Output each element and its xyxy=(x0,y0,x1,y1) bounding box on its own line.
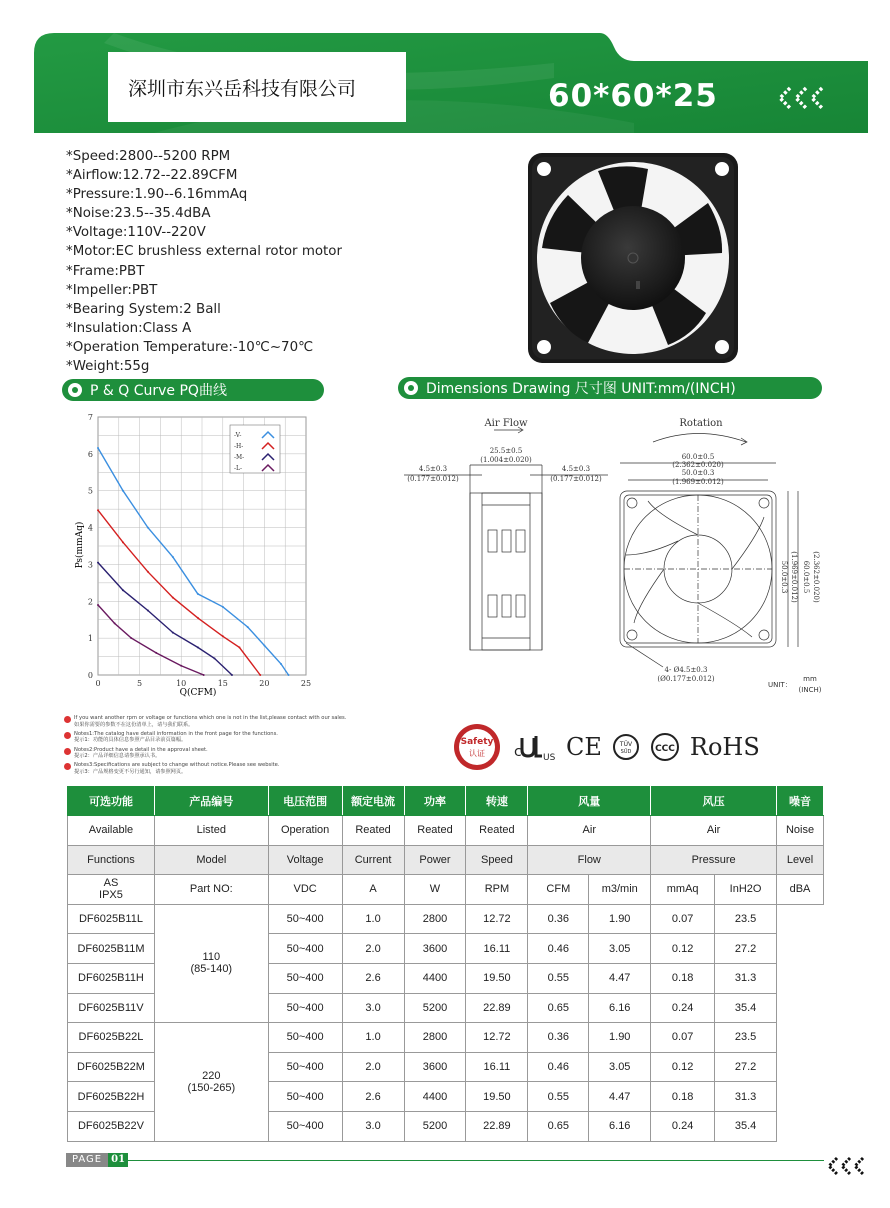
x-tick-label: 0 xyxy=(95,679,101,688)
table-cell: 4400 xyxy=(404,963,466,993)
table-cell: 2.6 xyxy=(342,963,404,993)
ul-mark-icon xyxy=(512,732,556,762)
x-tick-label: 5 xyxy=(137,679,143,688)
table-cell: 19.50 xyxy=(466,1082,528,1112)
data-point xyxy=(197,593,199,595)
table-cell: DF6025B11H xyxy=(68,963,155,993)
table-cell: 3.0 xyxy=(342,993,404,1023)
air-flow-label: Air Flow xyxy=(484,418,528,429)
data-point xyxy=(231,674,233,676)
flange-left-dim-inch: (0.177±0.012) xyxy=(407,475,459,483)
x-tick-label: 20 xyxy=(259,679,270,688)
data-point xyxy=(122,490,124,492)
table-cell: 31.3 xyxy=(715,1082,777,1112)
data-point xyxy=(130,637,132,639)
table-cell: 4400 xyxy=(404,1082,466,1112)
table-cell: W xyxy=(404,875,466,905)
table-cell: 3600 xyxy=(404,1052,466,1082)
table-cell: 1.90 xyxy=(589,1023,651,1053)
table-cell: 3.0 xyxy=(342,1111,404,1141)
ccc-mark-icon xyxy=(650,732,680,762)
chevron-left-icon xyxy=(826,1156,868,1176)
table-cell: 23.5 xyxy=(715,1023,777,1053)
unit-inch: (INCH) xyxy=(798,686,822,694)
table-header-cell: 可选功能 xyxy=(68,787,155,816)
hole-dia-dim: 4- Ø4.5±0.3 xyxy=(664,666,708,674)
table-cell: 50~400 xyxy=(268,904,342,934)
hole-dia-dim-inch: (Ø0.177±0.012) xyxy=(657,675,715,683)
y-tick-label: 2 xyxy=(87,597,93,607)
spec-item: *Noise:23.5--35.4dBA xyxy=(66,206,211,222)
table-cell: 0.12 xyxy=(651,934,715,964)
table-cell: Power xyxy=(404,845,466,875)
table-cell: 50~400 xyxy=(268,1082,342,1112)
table-cell: 12.72 xyxy=(466,904,528,934)
y-tick-label: 6 xyxy=(87,449,93,459)
svg-text:c: c xyxy=(514,744,522,760)
model-size-title: 60*60*25 xyxy=(548,78,718,114)
table-cell: DF6025B22M xyxy=(68,1052,155,1082)
unit-label: UNIT： xyxy=(768,681,792,689)
table-cell: 0.46 xyxy=(528,934,589,964)
table-cell: 31.3 xyxy=(715,963,777,993)
series-line xyxy=(98,448,289,675)
table-header-cell: 噪音 xyxy=(777,787,824,816)
table-cell: 0.36 xyxy=(528,1023,589,1053)
depth-dim: 25.5±0.5 xyxy=(489,447,523,455)
table-cell: 0.65 xyxy=(528,993,589,1023)
page-indicator xyxy=(66,1153,128,1167)
svg-text:US: US xyxy=(543,753,556,762)
table-header-cell: 额定电流 xyxy=(342,787,404,816)
table-cell: Pressure xyxy=(651,845,777,875)
y-tick-label: 5 xyxy=(87,486,93,496)
table-header-cell: 转速 xyxy=(466,787,528,816)
table-cell: 3.05 xyxy=(589,934,651,964)
table-cell: 0.65 xyxy=(528,1111,589,1141)
table-cell: 27.2 xyxy=(715,1052,777,1082)
spec-item: *Speed:2800--5200 RPM xyxy=(66,149,231,164)
height-dim: 60.0±0.5 xyxy=(802,560,810,594)
table-header-cell: 风压 xyxy=(651,787,777,816)
table-cell: Air xyxy=(528,816,651,846)
data-point xyxy=(97,509,99,511)
page-label: PAGE xyxy=(66,1153,108,1167)
table-cell: Reated xyxy=(342,816,404,846)
spec-list xyxy=(66,147,342,376)
table-cell: 6.16 xyxy=(589,1111,651,1141)
table-cell: 3600 xyxy=(404,934,466,964)
data-point xyxy=(222,635,224,637)
data-point xyxy=(122,541,124,543)
table-cell: 0.24 xyxy=(651,993,715,1023)
table-cell: 0.55 xyxy=(528,963,589,993)
table-cell: Level xyxy=(777,845,824,875)
table-cell: Flow xyxy=(528,845,651,875)
pq-curve-section-title: P & Q Curve PQ曲线 xyxy=(62,379,324,401)
table-cell: 0.18 xyxy=(651,1082,715,1112)
data-point xyxy=(288,674,290,676)
y-tick-label: 4 xyxy=(87,523,93,533)
depth-dim-inch: (1.004±0.020) xyxy=(480,456,532,464)
table-cell: VDC xyxy=(268,875,342,905)
chevron-left-icon xyxy=(776,86,828,110)
table-cell: 1.0 xyxy=(342,1023,404,1053)
table-cell: Air xyxy=(651,816,777,846)
data-point xyxy=(180,665,182,667)
table-cell: 2800 xyxy=(404,1023,466,1053)
width-dim-inch: (2.362±0.020) xyxy=(672,461,724,469)
hole-v-dim-inch: (1.969±0.012) xyxy=(790,551,798,603)
table-cell: Reated xyxy=(466,816,528,846)
height-dim-inch: (2.362±0.020) xyxy=(812,551,820,603)
y-tick-label: 7 xyxy=(87,413,93,422)
table-cell: Available xyxy=(68,816,155,846)
table-cell: 4.47 xyxy=(589,963,651,993)
data-point xyxy=(172,556,174,558)
table-cell: 0.18 xyxy=(651,963,715,993)
table-cell: DF6025B22L xyxy=(68,1023,155,1053)
table-cell: 12.72 xyxy=(466,1023,528,1053)
data-point xyxy=(203,674,205,676)
data-point xyxy=(263,645,265,647)
table-cell: Speed xyxy=(466,845,528,875)
table-cell: DF6025B11L xyxy=(68,904,155,934)
ce-mark: CE xyxy=(566,733,602,761)
table-cell: InH2O xyxy=(715,875,777,905)
table-cell: 50~400 xyxy=(268,1052,342,1082)
hole-span-dim: 50.0±0.3 xyxy=(681,469,715,477)
table-cell: 50~400 xyxy=(268,934,342,964)
table-cell: RPM xyxy=(466,875,528,905)
fan-icon xyxy=(68,383,82,397)
table-header-cell: 电压范围 xyxy=(268,787,342,816)
table-cell: 2800 xyxy=(404,904,466,934)
note-item: If you want another rpm or voltage or functions which one is not in the list,please contact with our sales. 如果你需要的参数不在这份清单上，请与我们联系。 xyxy=(64,715,364,728)
table-header-cell: 风量 xyxy=(528,787,651,816)
legend-label: -V- xyxy=(234,432,242,439)
table-cell: 0.07 xyxy=(651,904,715,934)
table-cell: Current xyxy=(342,845,404,875)
data-point xyxy=(147,571,149,573)
notes xyxy=(64,715,364,778)
table-cell: 5200 xyxy=(404,1111,466,1141)
data-point xyxy=(122,589,124,591)
table-cell: 35.4 xyxy=(715,993,777,1023)
svg-text:TÜV: TÜV xyxy=(619,741,632,748)
table-cell: 50~400 xyxy=(268,1111,342,1141)
legend-label: -H- xyxy=(234,443,244,450)
spec-item: *Bearing System:2 Ball xyxy=(66,301,221,317)
table-cell: 6.16 xyxy=(589,993,651,1023)
table-cell: 0.55 xyxy=(528,1082,589,1112)
table-cell: 35.4 xyxy=(715,1111,777,1141)
table-cell: Noise xyxy=(777,816,824,846)
data-point xyxy=(280,663,282,665)
table-cell: 27.2 xyxy=(715,934,777,964)
table-header-cell: 产品编号 xyxy=(154,787,268,816)
note-item: Notes3:Specifications are subject to change without notice.Please see website. 提示3：产品规格变更不另行通知，请参照网页。 xyxy=(64,762,364,775)
flange-left-dim: 4.5±0.3 xyxy=(418,465,448,473)
safety-seal-icon xyxy=(452,722,502,772)
dimensions-section-title: Dimensions Drawing 尺寸图 UNIT:mm/(INCH) xyxy=(398,377,822,399)
table-cell: 0.46 xyxy=(528,1052,589,1082)
series-line xyxy=(98,510,260,675)
table-cell: Functions xyxy=(68,845,155,875)
table-cell: 1.0 xyxy=(342,904,404,934)
data-point xyxy=(97,562,99,564)
table-header-row xyxy=(68,787,824,816)
table-cell: 0.24 xyxy=(651,1111,715,1141)
spec-table xyxy=(67,786,824,1142)
table-cell: 23.5 xyxy=(715,904,777,934)
spec-item: *Insulation:Class A xyxy=(66,320,192,336)
table-cell: m3/min xyxy=(589,875,651,905)
series-line xyxy=(98,605,204,675)
voltage-group-cell: 220 (150-265) xyxy=(154,1023,268,1141)
svg-text:认证: 认证 xyxy=(469,749,485,758)
data-point xyxy=(155,652,157,654)
rohs-mark: RoHS xyxy=(689,733,760,761)
data-point xyxy=(197,646,199,648)
y-tick-label: 0 xyxy=(87,671,93,680)
table-cell: 0.36 xyxy=(528,904,589,934)
table-cell: Voltage xyxy=(268,845,342,875)
rotation-label: Rotation xyxy=(679,418,723,429)
y-axis-label: Ps(mmAq) xyxy=(75,521,85,569)
company-name: 深圳市东兴岳科技有限公司 xyxy=(108,52,406,122)
spec-item: *Motor:EC brushless external rotor motor xyxy=(66,244,343,260)
table-cell: DF6025B11V xyxy=(68,993,155,1023)
data-point xyxy=(222,606,224,608)
data-point xyxy=(114,622,116,624)
table-row xyxy=(68,816,824,846)
flange-right-dim: 4.5±0.3 xyxy=(561,465,591,473)
table-row xyxy=(68,904,824,934)
table-header-cell: 功率 xyxy=(404,787,466,816)
svg-text:SÜD: SÜD xyxy=(620,749,632,755)
table-cell: DF6025B22H xyxy=(68,1082,155,1112)
table-cell: dBA xyxy=(777,875,824,905)
y-tick-label: 3 xyxy=(87,560,93,570)
data-point xyxy=(147,610,149,612)
table-cell: Operation xyxy=(268,816,342,846)
data-point xyxy=(172,597,174,599)
spec-item: *Frame:PBT xyxy=(66,263,145,279)
spec-item: *Airflow:12.72--22.89CFM xyxy=(66,168,238,184)
footer-rule xyxy=(124,1160,824,1161)
table-cell: 16.11 xyxy=(466,934,528,964)
table-cell: 19.50 xyxy=(466,963,528,993)
page-number: 01 xyxy=(108,1153,128,1167)
pq-curve-chart xyxy=(58,405,328,705)
table-cell: 5200 xyxy=(404,993,466,1023)
table-cell: 4.47 xyxy=(589,1082,651,1112)
x-tick-label: 10 xyxy=(176,679,187,688)
table-cell: DF6025B11M xyxy=(68,934,155,964)
hole-span-dim-inch: (1.969±0.012) xyxy=(672,478,724,486)
table-cell: 0.12 xyxy=(651,1052,715,1082)
table-cell: 50~400 xyxy=(268,1023,342,1053)
spec-item: *Pressure:1.90--6.16mmAq xyxy=(66,187,248,203)
width-dim: 60.0±0.5 xyxy=(681,453,715,461)
chart-legend xyxy=(230,425,280,473)
note-item: Notes1:The catalog have detail information in the front page for the functions. 提示1：功能的具体信息参照产品目录前页篇幅。 xyxy=(64,731,364,744)
data-point xyxy=(259,674,261,676)
table-cell: Part NO: xyxy=(154,875,268,905)
spec-item: *Operation Temperature:-10℃~70℃ xyxy=(66,339,314,355)
table-cell: mmAq xyxy=(651,875,715,905)
svg-text:Safety: Safety xyxy=(460,737,494,747)
legend-label: -L- xyxy=(234,465,243,472)
dimensions-drawing xyxy=(398,405,828,705)
table-cell: 2.0 xyxy=(342,934,404,964)
spec-item: *Impeller:PBT xyxy=(66,282,158,298)
x-tick-label: 15 xyxy=(217,679,228,688)
data-point xyxy=(97,604,99,606)
table-cell: 16.11 xyxy=(466,1052,528,1082)
chart-series xyxy=(97,447,290,676)
table-cell: 0.07 xyxy=(651,1023,715,1053)
tuv-mark-icon xyxy=(612,733,640,761)
data-point xyxy=(172,632,174,634)
table-cell: 50~400 xyxy=(268,963,342,993)
table-cell: A xyxy=(342,875,404,905)
table-cell: DF6025B22V xyxy=(68,1111,155,1141)
svg-text:CCC: CCC xyxy=(654,744,675,754)
data-point xyxy=(213,657,215,659)
fan-icon xyxy=(404,381,418,395)
table-row xyxy=(68,845,824,875)
table-cell: 3.05 xyxy=(589,1052,651,1082)
function-cell: AS IPX5 xyxy=(68,875,155,905)
hole-v-dim: 50.0±0.3 xyxy=(780,560,788,594)
spec-item: *Voltage:110V--220V xyxy=(66,225,206,241)
certifications xyxy=(452,722,760,772)
spec-item: *Weight:55g xyxy=(66,359,150,375)
voltage-group-cell: 110 (85-140) xyxy=(154,904,268,1022)
unit-mm: mm xyxy=(803,675,817,683)
data-point xyxy=(147,527,149,529)
table-cell: 22.89 xyxy=(466,1111,528,1141)
table-cell: 2.6 xyxy=(342,1082,404,1112)
table-cell: 50~400 xyxy=(268,993,342,1023)
x-tick-label: 25 xyxy=(300,679,312,688)
table-units-row xyxy=(68,875,824,905)
data-point xyxy=(247,626,249,628)
x-axis-label: Q(CFM) xyxy=(179,688,217,698)
fan-product-image xyxy=(528,153,738,363)
legend-label: -M- xyxy=(234,454,245,461)
y-tick-label: 1 xyxy=(87,634,93,644)
table-cell: 22.89 xyxy=(466,993,528,1023)
note-item: Notes2:Product have a detail in the approval sheet. 提示2：产品详细信息请参照承认书。 xyxy=(64,747,364,760)
data-point xyxy=(97,447,99,449)
table-cell: Listed xyxy=(154,816,268,846)
table-cell: Model xyxy=(154,845,268,875)
table-cell: Reated xyxy=(404,816,466,846)
data-point xyxy=(197,617,199,619)
table-cell: 1.90 xyxy=(589,904,651,934)
data-point xyxy=(238,646,240,648)
table-row xyxy=(68,1023,824,1053)
table-cell: 2.0 xyxy=(342,1052,404,1082)
flange-right-dim-inch: (0.177±0.012) xyxy=(550,475,602,483)
table-cell: CFM xyxy=(528,875,589,905)
